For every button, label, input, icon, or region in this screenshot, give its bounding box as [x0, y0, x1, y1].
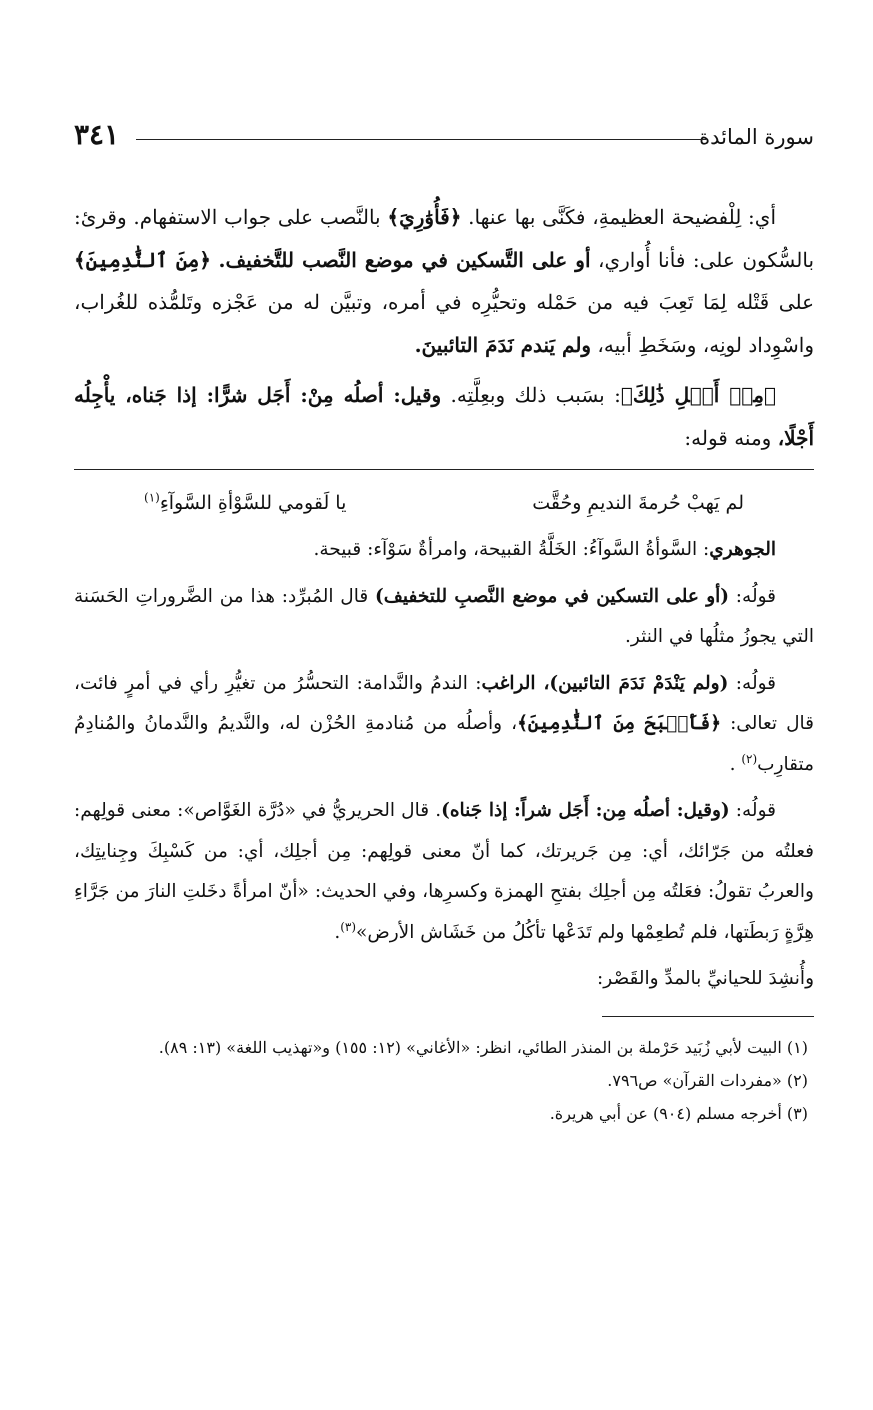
text-run: ، وأصلُه من مُنادمةِ الحُزْن له، والنَّديمُ والنَّدمانُ والمُنادِمُ متقارِب	[74, 713, 814, 775]
footnotes	[74, 1031, 814, 1130]
bold-phrase: (ولم يَنْدَمْ نَدَمَ التائبين)، الراغب	[481, 672, 729, 694]
text-run: قولُه:	[728, 672, 776, 694]
text-run: . قال الحريريُّ في «دُرَّة الغَوَّاص»: معنى قولِهم: فعلتُه من جَرّائك، أي: مِن جَريرتك، كما أنّ معنى قولِهم: مِن أجلِك، أي: من كَسْبِكَ وجِنايتِك، والعربُ تقولُ: فعَلتُه مِن أجلِك بفتحِ الهمزة وكسرِها، وفي الحديث: «أنّ امرأةً دخَلتِ النارَ من جَرَّاءِ هِرَّةٍ رَبطَتها، فلم تُطعِمْها ولم تَدَعْها تأكُلُ من خَشَاش الأرض»	[74, 800, 814, 943]
quran-quote: ﴿فَأُوَٰرِيَ﴾	[387, 205, 462, 229]
bold-phrase: (وقيل: أصلُه مِن: أَجَل شراً: إذا جَناه)	[441, 800, 730, 821]
text-run: .	[334, 921, 341, 943]
text-run: .	[729, 753, 742, 775]
paragraph	[74, 196, 814, 366]
paragraph	[74, 530, 814, 571]
tafsir-text	[74, 196, 814, 459]
paragraph	[74, 791, 814, 953]
bold-phrase: (أو على التسكين في موضع النَّصبِ للتخفيف)	[374, 585, 730, 607]
bold-phrase: ولم يَندم نَدَمَ التائبينَ.	[414, 332, 592, 357]
section-divider	[74, 469, 814, 470]
verse-first-hemistich: لم يَهبْ حُرمةَ النديمِ وحُقَّت	[532, 492, 744, 514]
paragraph	[74, 664, 814, 786]
verse-text: يا لَقومي للسَّوْأةِ السَّوآءِ	[159, 492, 347, 514]
text-run: ومنه قوله:	[684, 425, 778, 450]
running-title: سورة المائدة	[699, 125, 814, 149]
commentary-text	[74, 482, 814, 1000]
footnote-ref[interactable]: (٢)	[741, 751, 758, 766]
text-run: قال المُبرِّد: هذا من الضَّروراتِ الحَسَنة التي يجوزُ مثلُها في النثر.	[74, 585, 814, 647]
bold-phrase: وقيل: أصلُه مِنْ: أَجَل شرًّا: إذا جَناه، يأْجِلُه أَجْلًا،	[74, 383, 814, 450]
footnote-3: (٣) أخرجه مسلم (٩٠٤) عن أبي هريرة.	[549, 1103, 808, 1123]
page-header	[74, 108, 814, 158]
paragraph	[74, 577, 814, 658]
quran-quote: ﴿فَأَصۡبَحَ مِنَ ٱلنَّٰدِمِينَ﴾	[517, 713, 722, 734]
footnote-divider	[602, 1016, 814, 1017]
text-run: أي: لِلْفضيحة العظيمةِ، فكَنَّى بها عنها.	[461, 205, 777, 229]
quran-quote: ﴿مِنۡ أَجۡلِ ذَٰلِكَ﴾	[620, 383, 776, 407]
page-number: ٣٤١	[74, 118, 120, 151]
text-run: قولُه:	[729, 800, 776, 821]
text-run: : الندمُ والنَّدامة: التحسُّرُ من تغيُّرِ رأي في أمرٍ فائت، قال تعالى:	[74, 672, 815, 734]
footnote-1: (١) البيت لأبي زُبَيد حَرْملة بن المنذر الطائي، انظر: «الأغاني» (١٢: ١٥٥) و«تهذيب اللغة» (١٣: ٨٩).	[158, 1037, 808, 1057]
paragraph	[74, 374, 814, 459]
text-run: على قَتْله لِمَا تَعِبَ فيه من حَمْله وتحيُّرِه في أمره، وتبيَّن له من عَجْزه وتَلمُّذه للغُراب، واسْوِداد لونِه، وسَخَطِ أبيه،	[74, 290, 814, 357]
verse-second-hemistich	[144, 482, 346, 524]
bold-phrase: الجوهري	[709, 539, 776, 560]
header-rule	[136, 139, 706, 140]
quran-quote: ﴿مِنَ ٱلنَّٰدِمِينَ﴾	[74, 247, 212, 272]
footnote-ref[interactable]: (١)	[144, 490, 160, 505]
footnote-ref[interactable]: (٣)	[340, 919, 357, 934]
text-run: بالنَّصب على جواب الاستفهام. وقرئ: بالسُّكون على: فأنا أُواري،	[74, 205, 815, 272]
text-run: : السَّوأةُ السَّوآءُ: الخَلَّةُ القبيحة، وامرأةٌ سَوْآء: قبيحة.	[313, 539, 710, 560]
text-run: قولُه:	[729, 585, 776, 607]
text-run: : بسَبب ذلك وبعِلَّتِه.	[441, 383, 621, 407]
text-run	[211, 248, 219, 272]
footnote-2: (٢) «مفردات القرآن» ص٧٩٦.	[607, 1070, 808, 1090]
book-page	[74, 108, 814, 1130]
paragraph: وأُنشِدَ للحيانيِّ بالمدِّ والقَصْر:	[597, 968, 814, 989]
poetry-verse	[74, 482, 814, 524]
bold-phrase: أو على التَّسكين في موضع النَّصب للتَّخفيف.	[218, 247, 591, 272]
